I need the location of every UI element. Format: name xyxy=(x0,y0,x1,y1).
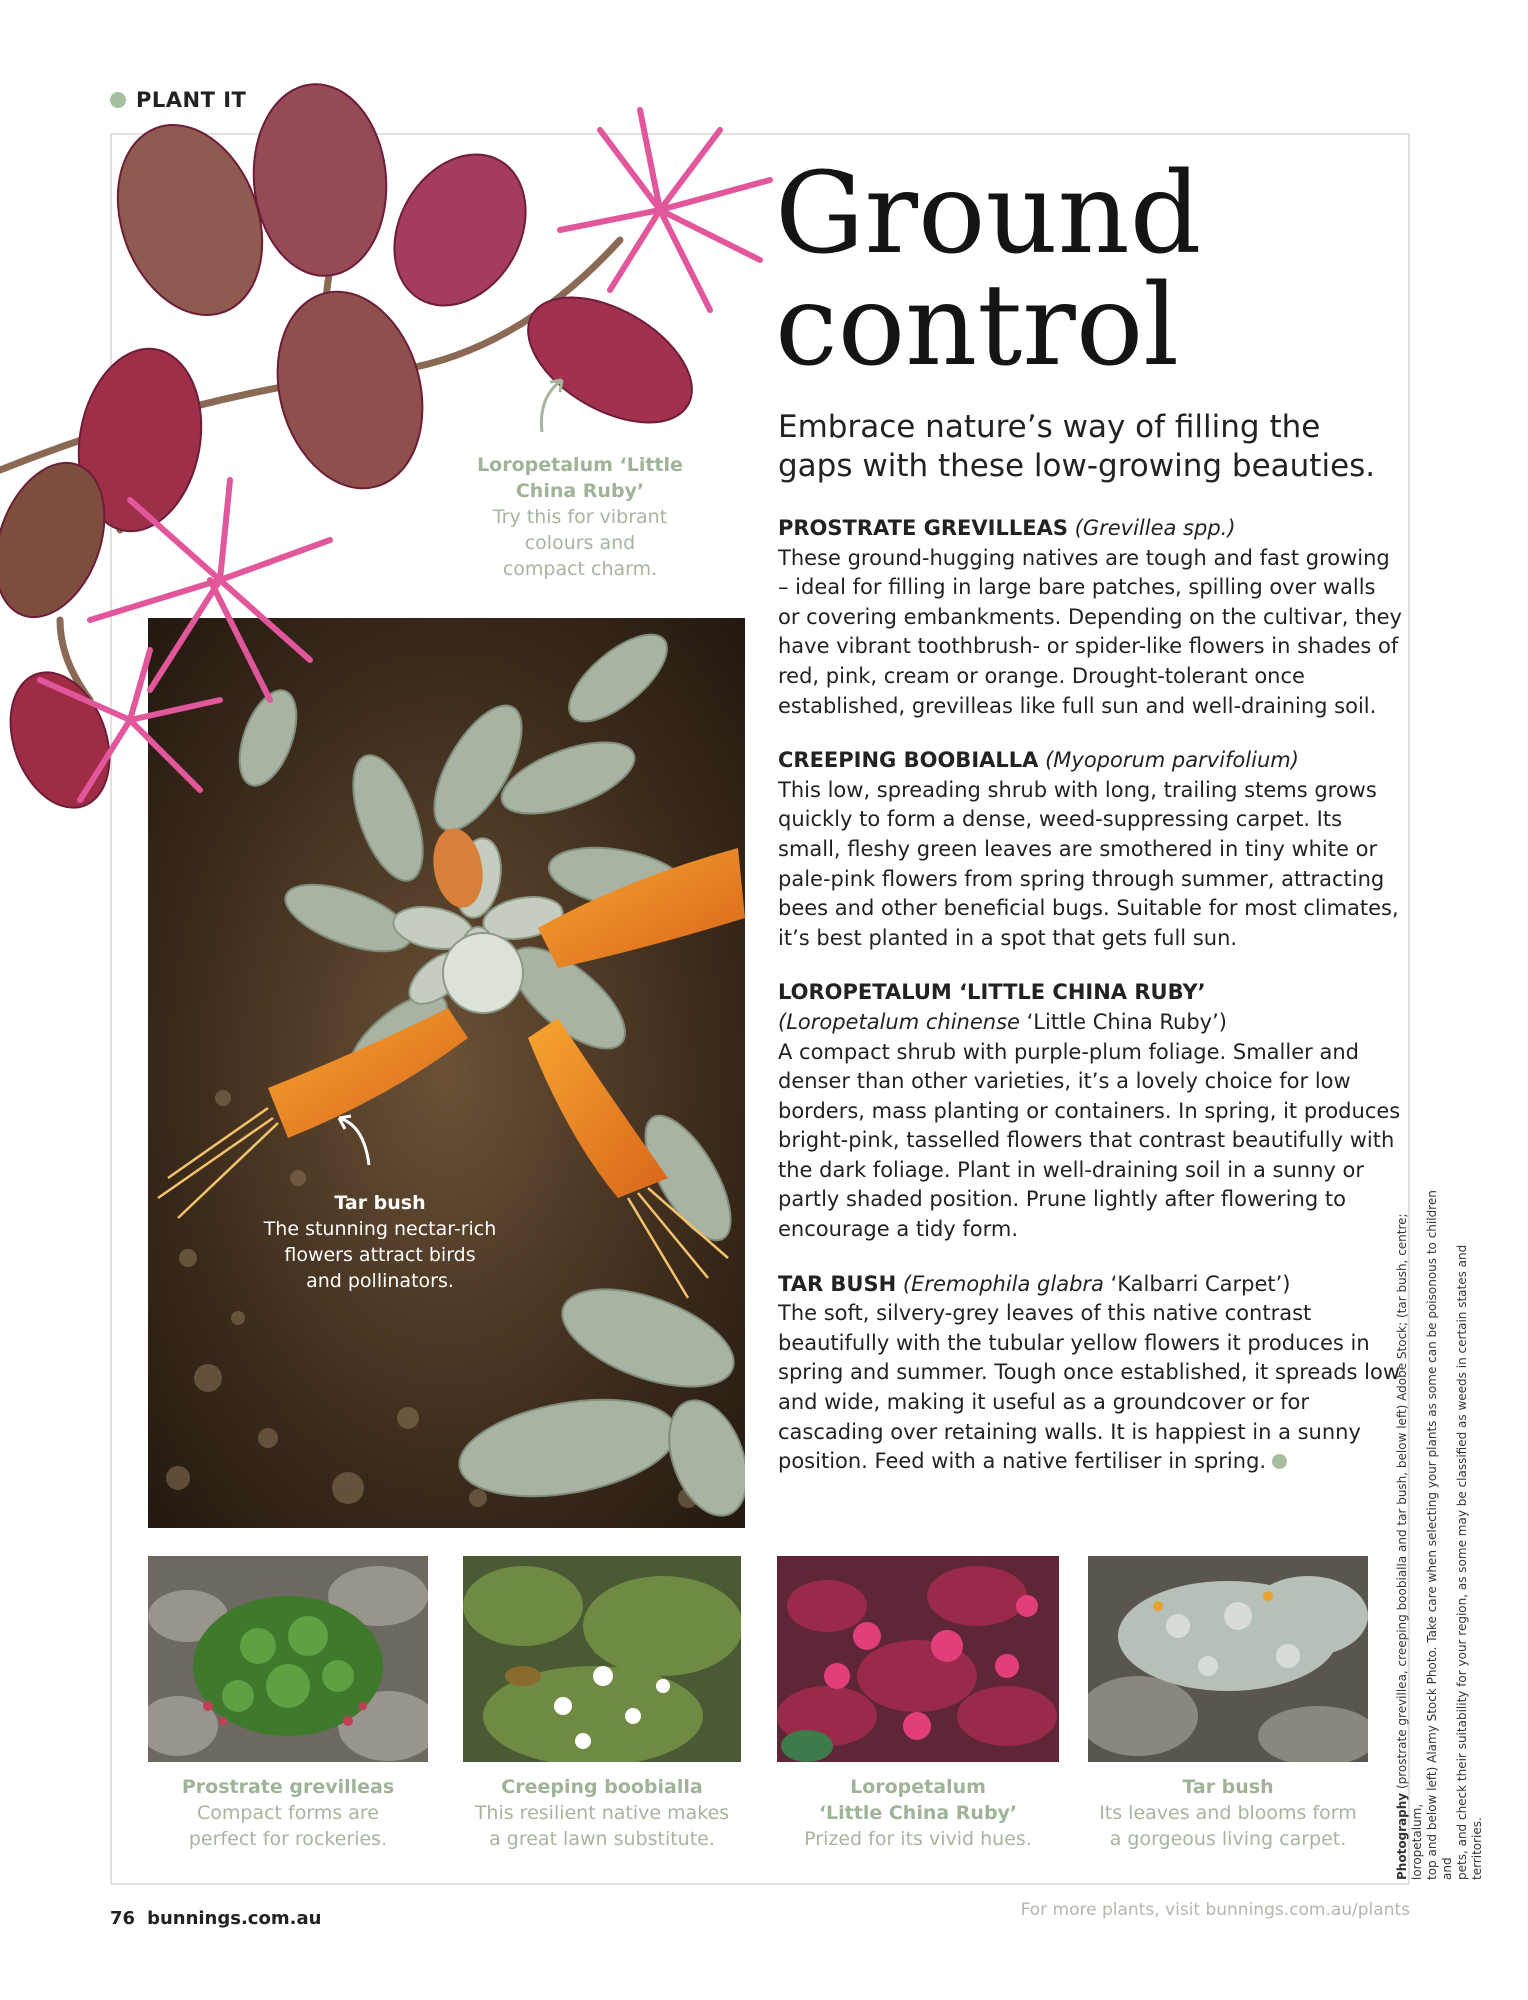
callout-arrow-icon xyxy=(329,1110,379,1170)
entry-tar-bush xyxy=(778,1270,1403,1477)
end-mark-icon xyxy=(1272,1454,1287,1469)
more-plants-link[interactable]: For more plants, visit bunnings.com.au/plants xyxy=(1020,1900,1410,1920)
page-number: 76 xyxy=(110,1908,136,1929)
page-title: Ground control xyxy=(775,149,1202,391)
entry-body: A compact shrub with purple-plum foliage. Smaller and denser than other varieties, it’s a lovely choice for low borders, mass planting or containers. In spring, it produces bright-pink, tasselled flowers that contrast beautifully with the dark foliage. Plant in well-draining soil in a sunny or partly shaded position. Prune lightly after flowering to encourage a tidy form. xyxy=(778,1039,1401,1242)
loropetalum-callout: Loropetalum ‘Little China Ruby’ Try this for vibrant colours and compact charm. xyxy=(470,452,690,582)
entry-latin: (Loropetalum chinense xyxy=(778,1009,1020,1034)
entry-latin: (Eremophila glabra xyxy=(902,1271,1104,1296)
entry-latin: (Myoporum parvifolium) xyxy=(1045,748,1299,773)
thumb-prostrate-grevilleas-photo xyxy=(148,1556,428,1762)
thumb-tar-bush-photo xyxy=(1088,1556,1368,1762)
thumb-creeping-boobialla-photo xyxy=(463,1556,741,1762)
entry-heading: TAR BUSH xyxy=(778,1271,897,1296)
callout-arrow-icon xyxy=(530,372,570,436)
entry-creeping-boobialla xyxy=(778,746,1403,953)
thumb-loropetalum-photo xyxy=(777,1556,1059,1762)
page-subtitle: Embrace nature’s way of filling the gaps with these low-growing beauties. xyxy=(778,409,1376,484)
thumb-caption-loropetalum: Loropetalum ‘Little China Ruby’ Prized for its vivid hues. xyxy=(804,1776,1032,1850)
photo-credits: Photography (prostrate grevillea, creeping boobialla and tar bush, below left) Adobe Stock; (tar bush, centre; loropetalum, top and below left) Alamy Stock Photo. Take care when selecting your plants as some can be poisonous to children and pets, and check their suitability for your region, as some may be classified as weeds in certain states and territories. xyxy=(1395,1190,1484,1880)
entry-loropetalum xyxy=(778,978,1403,1244)
entry-heading: CREEPING BOOBIALLA xyxy=(778,748,1039,773)
entry-latin-cultivar: ‘Little China Ruby’) xyxy=(1019,1009,1227,1034)
section-label: PLANT IT xyxy=(110,88,246,112)
entry-body: The soft, silvery-grey leaves of this native contrast beautifully with the tubular yellow flowers it produces in spring and summer. Tough once established, it spreads low and wide, making it useful as a groundcover or for cascading over retaining walls. It is happiest in a sunny position. Feed with a native fertiliser in spring. xyxy=(778,1301,1401,1474)
entry-heading: LOROPETALUM ‘LITTLE CHINA RUBY’ xyxy=(778,980,1206,1005)
thumb-caption-creeping-boobialla: Creeping boobialla This resilient native makes a great lawn substitute. xyxy=(474,1776,730,1850)
entry-heading: PROSTRATE GREVILLEAS xyxy=(778,516,1068,540)
entry-latin: (Grevillea spp.) xyxy=(1074,516,1236,540)
article-body xyxy=(778,514,1403,1502)
thumb-caption-tar-bush: Tar bush Its leaves and blooms form a gorgeous living carpet. xyxy=(1099,1776,1357,1850)
tar-bush-callout: Tar bush The stunning nectar-rich flowers attract birds and pollinators. xyxy=(245,1190,515,1294)
entry-prostrate-grevilleas xyxy=(778,514,1403,721)
loropetalum-branch-photo xyxy=(0,60,800,840)
page-footer xyxy=(110,1908,321,1929)
entry-latin-cultivar: ‘Kalbarri Carpet’) xyxy=(1103,1271,1291,1296)
entry-body: This low, spreading shrub with long, trailing stems grows quickly to form a dense, weed-suppressing carpet. Its small, fleshy green leaves are smothered in tiny white or pale-pink flowers from spring through summer, attracting bees and other beneficial bugs. Suitable for most climates, it’s best planted in a spot that gets full sun. xyxy=(778,777,1399,950)
site-name: bunnings.com.au xyxy=(147,1908,322,1929)
entry-body: These ground-hugging natives are tough and fast growing – ideal for filling in large bare patches, spilling over walls or covering embankments. Depending on the cultivar, they have vibrant toothbrush- or spider-like flowers in shades of red, pink, cream or orange. Drought-tolerant once established, grevilleas like full sun and well-draining soil. xyxy=(778,545,1402,718)
thumb-caption-prostrate-grevilleas: Prostrate grevilleas Compact forms are perfect for rockeries. xyxy=(181,1776,395,1850)
